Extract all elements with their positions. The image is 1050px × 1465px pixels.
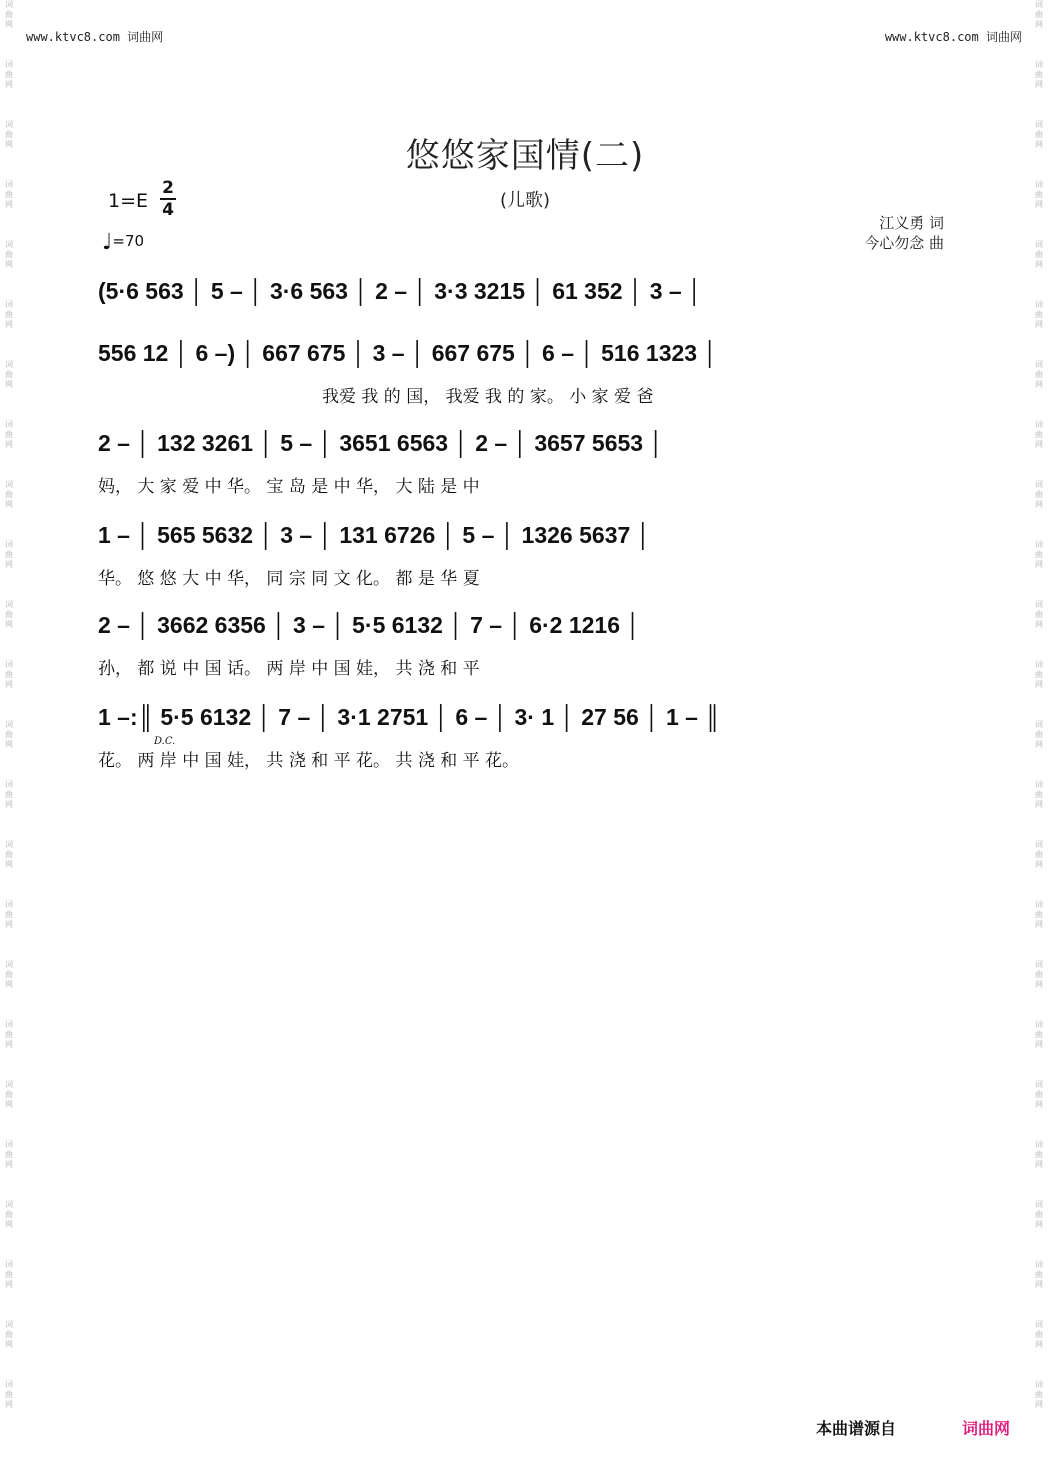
side-watermark-text: 词曲网 — [1035, 300, 1043, 329]
score-notes: (5·6 563 │ 5 – │ 3·6 563 │ 2 – │ 3·3 3215 │ 61 352 │ 3 – │ — [98, 278, 703, 304]
side-watermark-text: 词曲网 — [1035, 120, 1043, 149]
score-line-4 — [98, 522, 950, 562]
lyric-line-5: 孙， 都 说 中 国 话。 两 岸 中 国 娃， 共 浇 和 平 — [98, 659, 480, 679]
tempo-value: =70 — [112, 232, 145, 250]
side-watermark-text: 词曲网 — [1035, 420, 1043, 449]
side-watermark-text: 词曲网 — [1035, 1020, 1043, 1049]
left-watermark-strip — [2, 0, 16, 1465]
side-watermark-text: 词曲网 — [1035, 240, 1043, 269]
side-watermark-text: 词曲网 — [5, 1260, 13, 1289]
side-watermark-text: 词曲网 — [1035, 1260, 1043, 1289]
side-watermark-text: 词曲网 — [5, 1380, 13, 1409]
header-site-left: 词曲网 — [127, 30, 164, 44]
time-signature — [159, 178, 177, 220]
side-watermark-text: 词曲网 — [1035, 660, 1043, 689]
side-watermark-text: 词曲网 — [1035, 960, 1043, 989]
side-watermark-text: 词曲网 — [5, 840, 13, 869]
score-line-5 — [98, 612, 950, 652]
side-watermark-text: 词曲网 — [5, 600, 13, 629]
lyric-line-2: 我爱 我 的 国， 我爱 我 的 家。 小 家 爱 爸 — [322, 387, 654, 407]
side-watermark-text: 词曲网 — [5, 60, 13, 89]
song-title: 悠悠家国情(二) — [405, 136, 645, 176]
side-watermark-text: 词曲网 — [5, 180, 13, 209]
side-watermark-text: 词曲网 — [5, 1140, 13, 1169]
score-line-6 — [98, 704, 950, 744]
side-watermark-text: 词曲网 — [5, 1200, 13, 1229]
side-watermark-text: 词曲网 — [1035, 0, 1043, 29]
lyric-line-3: 妈， 大 家 爱 中 华。 宝 岛 是 中 华， 大 陆 是 中 — [98, 477, 480, 497]
score-notes: 1 –:║ 5·5 6132 │ 7 – │ 3·1 2751 │ 6 – │ 3· 1 │ 27 56 │ 1 – ║ — [98, 704, 721, 730]
side-watermark-text: 词曲网 — [5, 900, 13, 929]
time-signature-top: 2 — [162, 178, 174, 198]
header-url-left-text[interactable]: www.ktvc8.com — [26, 30, 120, 44]
side-watermark-text: 词曲网 — [1035, 1320, 1043, 1349]
time-signature-bottom: 4 — [162, 200, 174, 220]
side-watermark-text: 词曲网 — [1035, 480, 1043, 509]
header-url-right-text[interactable]: www.ktvc8.com — [884, 30, 979, 44]
side-watermark-text: 词曲网 — [5, 1320, 13, 1349]
side-watermark-text: 词曲网 — [5, 720, 13, 749]
score-notes: 556 12 │ 6 –) │ 667 675 │ 3 – │ 667 675 │ 6 – │ 516 1323 │ — [98, 340, 718, 366]
lyric-line-6: 花。 两 岸 中 国 娃， 共 浇 和 平 花。 共 浇 和 平 花。 — [98, 751, 520, 771]
header-url-left[interactable] — [26, 28, 163, 45]
side-watermark-text: 词曲网 — [5, 240, 13, 269]
key-signature: 1=E — [108, 190, 149, 212]
score-line-2 — [98, 340, 950, 380]
lyricist-credit: 江义勇 词 — [879, 214, 944, 232]
side-watermark-text: 词曲网 — [5, 780, 13, 809]
score-notes: 2 – │ 132 3261 │ 5 – │ 3651 6563 │ 2 – │ 3657 5653 │ — [98, 430, 664, 456]
side-watermark-text: 词曲网 — [1035, 1080, 1043, 1109]
side-watermark-text: 词曲网 — [1035, 1200, 1043, 1229]
score-line-3 — [98, 430, 950, 470]
song-subtitle: (儿歌) — [499, 190, 551, 211]
side-watermark-text: 词曲网 — [1035, 360, 1043, 389]
side-watermark-text: 词曲网 — [1035, 900, 1043, 929]
side-watermark-text: 词曲网 — [5, 660, 13, 689]
side-watermark-text: 词曲网 — [5, 0, 13, 29]
side-watermark-text: 词曲网 — [5, 360, 13, 389]
side-watermark-text: 词曲网 — [5, 540, 13, 569]
side-watermark-text: 词曲网 — [1035, 720, 1043, 749]
side-watermark-text: 词曲网 — [1035, 1140, 1043, 1169]
score-notes: 2 – │ 3662 6356 │ 3 – │ 5·5 6132 │ 7 – │ 6·2 1216 │ — [98, 612, 641, 638]
footer-brand-link[interactable]: 词曲网 — [962, 1419, 1011, 1438]
side-watermark-text: 词曲网 — [1035, 540, 1043, 569]
header-url-right[interactable] — [885, 28, 1022, 45]
da-capo-mark: D.C. — [154, 736, 176, 747]
side-watermark-text: 词曲网 — [1035, 780, 1043, 809]
score-notes: 1 – │ 565 5632 │ 3 – │ 131 6726 │ 5 – │ 1326 5637 │ — [98, 522, 652, 548]
side-watermark-text: 词曲网 — [5, 480, 13, 509]
quarter-note-icon: ♩ — [102, 230, 113, 255]
side-watermark-text: 词曲网 — [1035, 1380, 1043, 1409]
header-site-right: 词曲网 — [985, 30, 1022, 44]
side-watermark-text: 词曲网 — [5, 420, 13, 449]
side-watermark-text: 词曲网 — [1035, 600, 1043, 629]
right-watermark-strip — [1032, 0, 1046, 1465]
footer-source-label: 本曲谱源自 — [816, 1419, 897, 1438]
side-watermark-text: 词曲网 — [1035, 60, 1043, 89]
side-watermark-text: 词曲网 — [5, 960, 13, 989]
score-line-1 — [98, 278, 950, 318]
lyric-line-4: 华。 悠 悠 大 中 华， 同 宗 同 文 化。 都 是 华 夏 — [98, 569, 480, 589]
side-watermark-text: 词曲网 — [5, 300, 13, 329]
composer-credit: 今心勿念 曲 — [864, 234, 944, 252]
side-watermark-text: 词曲网 — [5, 1020, 13, 1049]
side-watermark-text: 词曲网 — [1035, 180, 1043, 209]
side-watermark-text: 词曲网 — [5, 120, 13, 149]
side-watermark-text: 词曲网 — [5, 1080, 13, 1109]
tempo-marking — [102, 230, 144, 255]
side-watermark-text: 词曲网 — [1035, 840, 1043, 869]
